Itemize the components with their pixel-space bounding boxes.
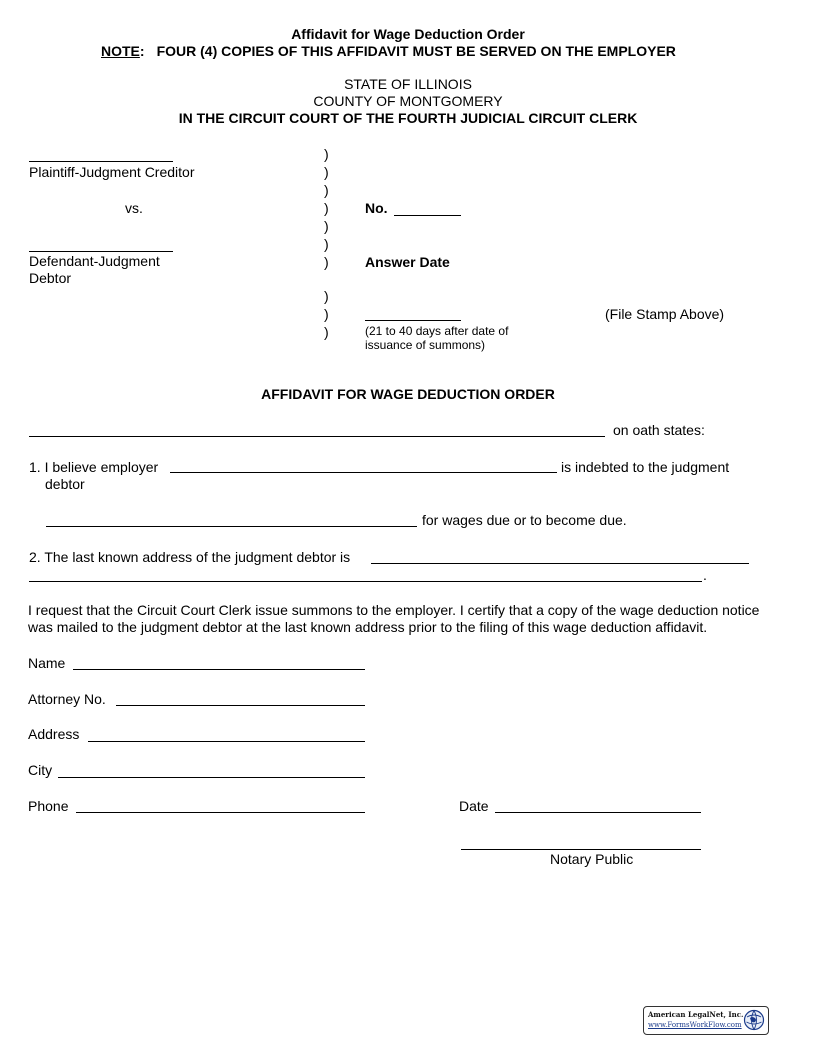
item1-prefix: 1. I believe employer [29, 459, 159, 475]
caption-paren: ) [324, 288, 329, 304]
wages-text: for wages due or to become due. [422, 512, 627, 528]
note-label: NOTE [101, 43, 140, 59]
phone-label: Phone [28, 798, 69, 814]
note-line [101, 43, 676, 59]
case-number-label: No. [365, 200, 388, 216]
caption-paren: ) [324, 254, 329, 270]
date-line[interactable] [495, 812, 701, 813]
affidavit-heading: AFFIDAVIT FOR WAGE DEDUCTION ORDER [261, 386, 555, 402]
caption-paren: ) [324, 218, 329, 234]
oath-text: on oath states: [613, 422, 705, 438]
answer-date-note-line1: (21 to 40 days after date of [365, 324, 509, 338]
case-number-line[interactable] [394, 215, 461, 216]
court-heading: IN THE CIRCUIT COURT OF THE FOURTH JUDICIAL CIRCUIT CLERK [178, 110, 638, 126]
note-colon: : [139, 43, 145, 59]
wages-amount-line[interactable] [46, 526, 417, 527]
notary-signature-line[interactable] [461, 849, 701, 850]
county-heading: COUNTY OF MONTGOMERY [313, 93, 503, 109]
address-line[interactable] [88, 741, 365, 742]
plaintiff-name-line[interactable] [29, 161, 173, 162]
date-label: Date [459, 798, 489, 814]
city-label: City [28, 762, 53, 778]
logo-company-name: American LegalNet, Inc. [648, 1010, 744, 1019]
plaintiff-label: Plaintiff-Judgment Creditor [29, 164, 195, 180]
note-text: FOUR (4) COPIES OF THIS AFFIDAVIT MUST BE SERVED ON THE EMPLOYER [156, 43, 676, 59]
american-legalnet-logo [643, 1006, 769, 1035]
caption-paren: ) [324, 164, 329, 180]
request-paragraph: I request that the Circuit Court Clerk issue summons to the employer. I certify that a copy of the wage deduction notice was mailed to the judgment debtor at the last known address prior to the filing of this wage deduction affidavit. [28, 602, 760, 635]
name-label: Name [28, 655, 66, 671]
caption-paren: ) [324, 324, 329, 340]
name-line[interactable] [73, 669, 365, 670]
answer-date-line[interactable] [365, 320, 461, 321]
city-line[interactable] [58, 777, 365, 778]
globe-icon [743, 1009, 765, 1031]
address-label: Address [28, 726, 80, 742]
employer-name-line[interactable] [170, 472, 557, 473]
item1-suffix: is indebted to the judgment [561, 459, 730, 475]
document-title: Affidavit for Wage Deduction Order [291, 26, 525, 42]
phone-line[interactable] [76, 812, 365, 813]
state-heading: STATE OF ILLINOIS [344, 76, 472, 92]
item1-continuation: debtor [45, 476, 85, 492]
item2-period: . [703, 567, 707, 583]
caption-paren: ) [324, 236, 329, 252]
caption-paren: ) [324, 146, 329, 162]
defendant-label-line1: Defendant-Judgment [29, 253, 160, 269]
answer-date-label: Answer Date [365, 254, 450, 270]
defendant-label-line2: Debtor [29, 270, 72, 286]
caption-paren: ) [324, 306, 329, 322]
caption-paren: ) [324, 200, 329, 216]
debtor-address-line1[interactable] [371, 563, 749, 564]
notary-public-label: Notary Public [550, 851, 634, 867]
defendant-name-line[interactable] [29, 251, 173, 252]
answer-date-note-line2: issuance of summons) [365, 338, 486, 352]
caption-paren: ) [324, 182, 329, 198]
attorney-number-label: Attorney No. [28, 691, 106, 707]
file-stamp-label: (File Stamp Above) [605, 306, 725, 322]
item2-prefix: 2. The last known address of the judgment debtor is [29, 549, 351, 565]
versus-label: vs. [125, 200, 143, 216]
attorney-number-line[interactable] [116, 705, 365, 706]
affiant-name-line[interactable] [29, 436, 605, 437]
logo-url[interactable]: www.FormsWorkFlow.com [648, 1021, 742, 1029]
debtor-address-line2[interactable] [29, 581, 702, 582]
